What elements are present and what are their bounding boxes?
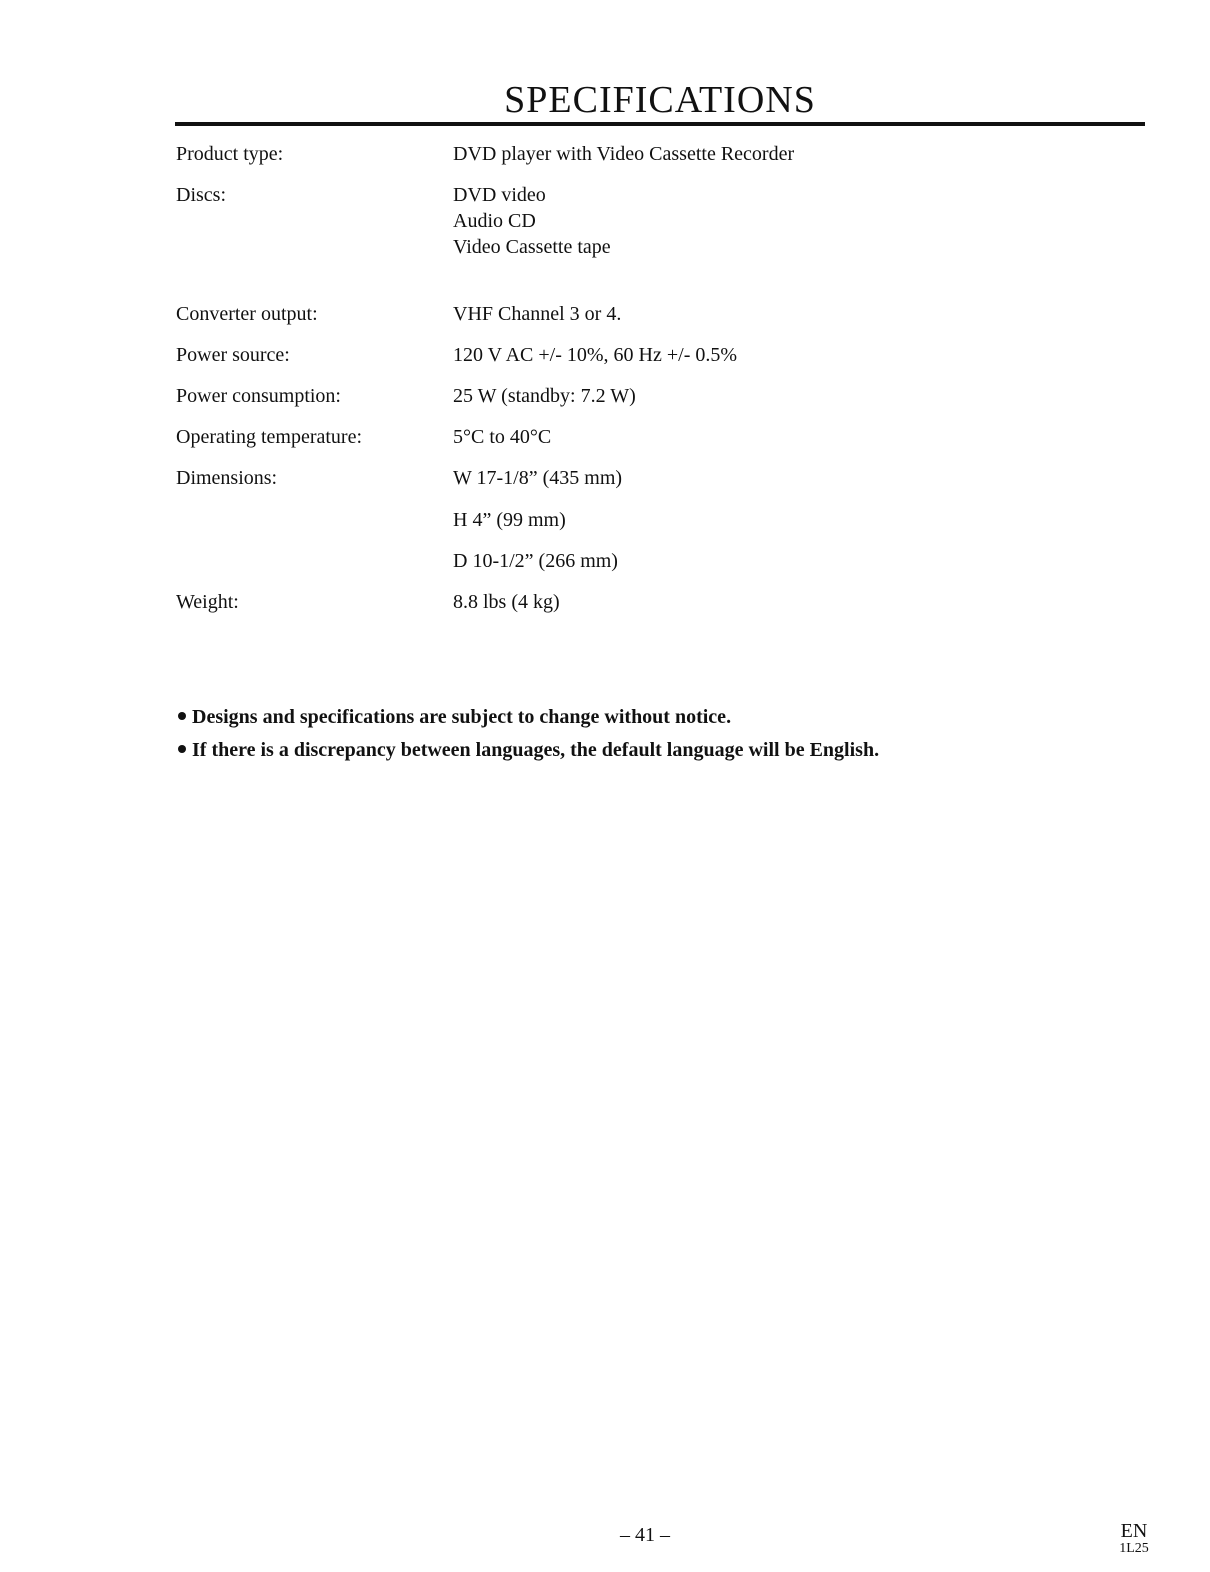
title-underline (175, 122, 1145, 126)
discs-value-dvd: DVD video (453, 184, 546, 206)
converter-output-label: Converter output: (176, 303, 318, 325)
weight-label: Weight: (176, 591, 239, 613)
product-type-label: Product type: (176, 143, 284, 165)
note-text: Designs and specifications are subject to change without notice. (192, 706, 732, 728)
power-source-value: 120 V AC +/- 10%, 60 Hz +/- 0.5% (453, 344, 738, 366)
power-source-label: Power source: (176, 344, 290, 366)
dimensions-width-value: W 17-1/8” (435 mm) (453, 467, 623, 489)
dimensions-depth-value: D 10-1/2” (266 mm) (453, 550, 618, 572)
discs-label: Discs: (176, 184, 226, 206)
power-consumption-value: 25 W (standby: 7.2 W) (453, 385, 636, 407)
language-code: EN (1120, 1520, 1148, 1542)
page-number: – 41 – (620, 1524, 670, 1546)
product-type-value: DVD player with Video Cassette Recorder (453, 143, 795, 165)
note-text: If there is a discrepancy between languages, the default language will be English. (192, 739, 880, 761)
dimensions-label: Dimensions: (176, 467, 278, 489)
note-design-change (178, 704, 731, 730)
operating-temperature-value: 5°C to 40°C (453, 426, 552, 448)
note-language-discrepancy (178, 737, 879, 763)
discs-value-tape: Video Cassette tape (453, 236, 611, 258)
power-consumption-label: Power consumption: (176, 385, 341, 407)
discs-value-cd: Audio CD (453, 210, 536, 232)
bullet-icon (178, 712, 186, 720)
converter-output-value: VHF Channel 3 or 4. (453, 303, 622, 325)
operating-temperature-label: Operating temperature: (176, 426, 363, 448)
dimensions-height-value: H 4” (99 mm) (453, 509, 566, 531)
weight-value: 8.8 lbs (4 kg) (453, 591, 560, 613)
page-title: SPECIFICATIONS (504, 79, 816, 121)
model-code: 1L25 (1119, 1541, 1149, 1556)
bullet-icon (178, 745, 186, 753)
